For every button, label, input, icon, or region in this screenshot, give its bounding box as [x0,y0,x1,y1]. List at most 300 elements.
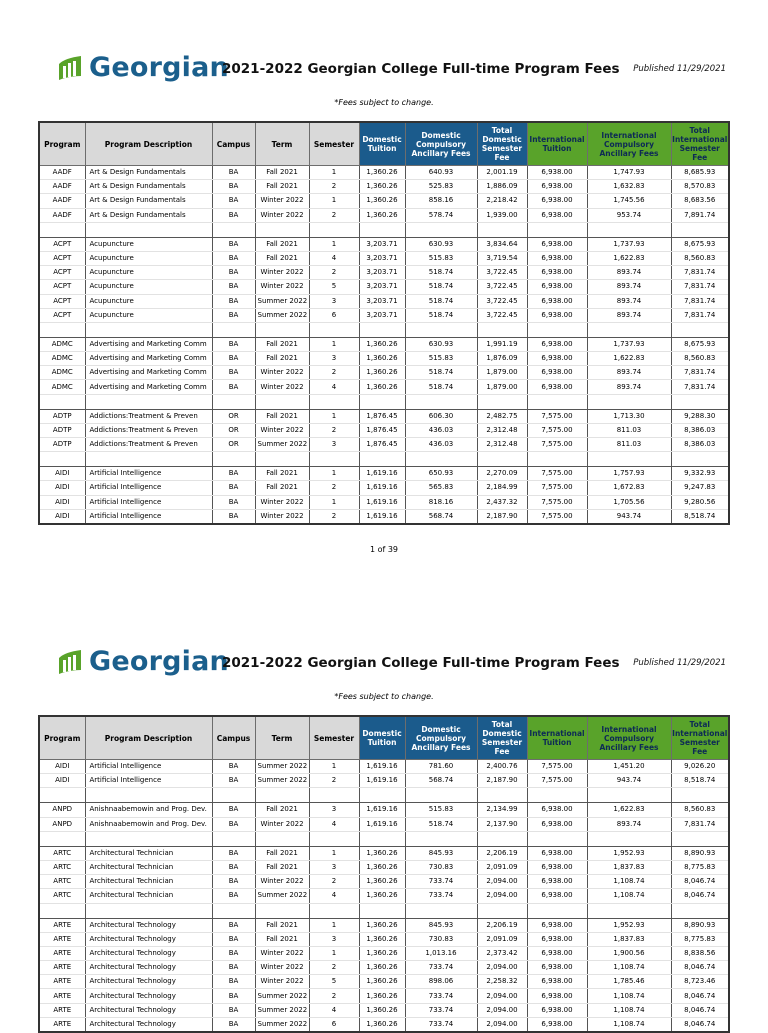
table-cell: BA [212,194,255,208]
spacer-cell [309,788,359,803]
table-cell: 1,360.26 [359,932,405,946]
table-cell: 2,134.99 [477,803,527,817]
spacer-cell [671,322,729,337]
georgian-logo [55,646,229,677]
table-cell: 3,203.71 [359,266,405,280]
table-cell: Art & Design Fundamentals [85,180,212,194]
spacer-cell [39,788,85,803]
table-cell: 518.74 [405,280,477,294]
spacer-cell [405,222,477,237]
table-cell: ARTE [39,1003,85,1017]
table-cell: BA [212,467,255,481]
table-cell: 640.93 [405,166,477,180]
table-cell: Winter 2022 [255,194,309,208]
spacer-cell [309,831,359,846]
table-cell: 578.74 [405,208,477,222]
table-cell: Winter 2022 [255,509,309,524]
spacer-cell [255,222,309,237]
brand-name: Georgian [89,646,229,677]
table-cell: 1 [309,760,359,774]
table-cell: 7,575.00 [527,409,587,423]
table-cell: 9,280.56 [671,495,729,509]
table-row [39,774,729,788]
table-cell: 2,137.90 [477,817,527,831]
table-cell: 1,360.26 [359,1003,405,1017]
table-cell: BA [212,932,255,946]
table-cell: 8,386.03 [671,423,729,437]
table-cell: Architectural Technology [85,961,212,975]
table-cell: 5 [309,975,359,989]
table-cell: BA [212,1017,255,1032]
table-cell: BA [212,989,255,1003]
table-cell: BA [212,875,255,889]
table-cell: 3,203.71 [359,294,405,308]
table-cell: ADMC [39,380,85,394]
table-cell: Fall 2021 [255,409,309,423]
table-cell: Architectural Technology [85,975,212,989]
table-cell: 1,622.83 [587,803,671,817]
table-header-row [39,122,729,166]
table-row [39,423,729,437]
table-cell: 8,675.93 [671,237,729,251]
table-cell: ADTP [39,438,85,452]
spacer-cell [212,831,255,846]
spacer-cell [309,322,359,337]
table-cell: AADF [39,208,85,222]
spacer-cell [39,322,85,337]
table-cell: 7,831.74 [671,266,729,280]
table-cell: 3,722.45 [477,294,527,308]
table-cell: 7,831.74 [671,380,729,394]
table-cell: 8,046.74 [671,989,729,1003]
table-row [39,266,729,280]
table-cell: ADMC [39,337,85,351]
table-cell: Summer 2022 [255,1003,309,1017]
spacer-cell [85,452,212,467]
spacer-cell [39,394,85,409]
table-cell: OR [212,438,255,452]
table-cell: 6,938.00 [527,860,587,874]
table-row [39,481,729,495]
table-cell: 811.03 [587,423,671,437]
georgian-leaf-icon [55,648,85,676]
table-cell: 8,775.83 [671,860,729,874]
table-cell: 2 [309,774,359,788]
spacer-cell [671,452,729,467]
table-cell: 1,713.30 [587,409,671,423]
table-cell: 8,560.83 [671,251,729,265]
table-cell: BA [212,366,255,380]
table-cell: 8,046.74 [671,961,729,975]
table-cell: BA [212,166,255,180]
table-cell: 7,831.74 [671,294,729,308]
table-cell: 518.74 [405,366,477,380]
table-cell: 7,575.00 [527,438,587,452]
column-header: Program [39,122,85,166]
table-cell: Summer 2022 [255,294,309,308]
table-cell: 1,360.26 [359,846,405,860]
table-cell: Winter 2022 [255,366,309,380]
table-row [39,946,729,960]
table-cell: 2,258.32 [477,975,527,989]
table-cell: 6,938.00 [527,803,587,817]
table-cell: 1,360.26 [359,366,405,380]
table-cell: Advertising and Marketing Comm [85,380,212,394]
table-cell: Fall 2021 [255,481,309,495]
table-cell: 2,094.00 [477,1017,527,1032]
table-row [39,280,729,294]
spacer-cell [527,322,587,337]
table-cell: AIDI [39,774,85,788]
table-cell: 3 [309,438,359,452]
table-cell: ACPT [39,308,85,322]
table-row [39,860,729,874]
table-cell: 858.16 [405,194,477,208]
table-cell: 1,360.26 [359,875,405,889]
table-cell: 1 [309,237,359,251]
table-cell: BA [212,846,255,860]
table-cell: 8,890.93 [671,846,729,860]
table-cell: 4 [309,1003,359,1017]
table-cell: 8,675.93 [671,337,729,351]
table-cell: 1,876.09 [477,352,527,366]
table-cell: 1,619.16 [359,774,405,788]
table-cell: Fall 2021 [255,237,309,251]
table-cell: Advertising and Marketing Comm [85,366,212,380]
table-cell: 436.03 [405,423,477,437]
table-cell: 2,312.48 [477,438,527,452]
table-cell: 730.83 [405,932,477,946]
table-cell: 1 [309,166,359,180]
spacer-cell [671,394,729,409]
table-cell: 3,203.71 [359,251,405,265]
column-header: Domestic Tuition [359,122,405,166]
table-cell: 733.74 [405,989,477,1003]
table-cell: 3 [309,860,359,874]
column-header: Total Domestic Semester Fee [477,716,527,760]
spacer-cell [587,831,671,846]
table-cell: ARTE [39,918,85,932]
table-cell: Architectural Technology [85,932,212,946]
table-cell: BA [212,946,255,960]
table-cell: 1,672.83 [587,481,671,495]
table-cell: ACPT [39,294,85,308]
spacer-cell [477,831,527,846]
table-cell: Acupuncture [85,237,212,251]
spacer-cell [39,903,85,918]
table-cell: 733.74 [405,1003,477,1017]
table-cell: 2,091.09 [477,860,527,874]
table-cell: 8,685.93 [671,166,729,180]
table-cell: 1,619.16 [359,467,405,481]
table-cell: 2 [309,481,359,495]
table-cell: BA [212,760,255,774]
table-cell: 6,938.00 [527,817,587,831]
table-cell: 2,187.90 [477,774,527,788]
table-cell: 943.74 [587,774,671,788]
table-cell: 8,570.83 [671,180,729,194]
georgian-logo [55,52,229,83]
spacer-cell [405,322,477,337]
table-cell: 1,360.26 [359,208,405,222]
table-cell: Fall 2021 [255,846,309,860]
table-cell: 2 [309,989,359,1003]
spacer-cell [527,903,587,918]
table-cell: Winter 2022 [255,875,309,889]
table-cell: 6 [309,1017,359,1032]
table-cell: 3 [309,294,359,308]
table-cell: 6,938.00 [527,380,587,394]
table-cell: 1,013.16 [405,946,477,960]
table-cell: 845.93 [405,846,477,860]
spacer-cell [85,222,212,237]
table-cell: 7,575.00 [527,495,587,509]
table-row [39,294,729,308]
table-cell: 3,722.45 [477,280,527,294]
table-cell: Acupuncture [85,266,212,280]
spacer-cell [212,394,255,409]
table-cell: 6,938.00 [527,208,587,222]
table-cell: 8,683.56 [671,194,729,208]
table-cell: 2,094.00 [477,889,527,903]
table-cell: 8,838.56 [671,946,729,960]
page-title: 2021-2022 Georgian College Full-time Program Fees [222,655,620,671]
column-header: Program Description [85,122,212,166]
table-cell: Artificial Intelligence [85,467,212,481]
table-cell: 1,619.16 [359,760,405,774]
table-cell: 4 [309,380,359,394]
table-cell: BA [212,961,255,975]
table-row [39,1003,729,1017]
table-cell: 4 [309,817,359,831]
column-header: Program Description [85,716,212,760]
table-cell: Architectural Technician [85,846,212,860]
spacer-cell [587,394,671,409]
table-cell: ARTE [39,989,85,1003]
spacer-cell [671,831,729,846]
table-cell: 845.93 [405,918,477,932]
table-cell: 733.74 [405,875,477,889]
table-cell: Winter 2022 [255,280,309,294]
table-cell: AADF [39,194,85,208]
table-cell: 2,437.32 [477,495,527,509]
table-cell: 2,312.48 [477,423,527,437]
spacer-cell [477,394,527,409]
table-cell: AADF [39,166,85,180]
spacer-row [39,394,729,409]
table-cell: ARTC [39,860,85,874]
table-cell: 6,938.00 [527,946,587,960]
spacer-cell [85,788,212,803]
table-cell: 3,722.45 [477,266,527,280]
table-cell: 1,632.83 [587,180,671,194]
table-cell: Architectural Technology [85,946,212,960]
table-cell: 6,938.00 [527,961,587,975]
table-cell: 893.74 [587,380,671,394]
table-cell: AIDI [39,509,85,524]
table-cell: 733.74 [405,889,477,903]
spacer-cell [212,222,255,237]
spacer-cell [309,222,359,237]
page-number: 1 of 39 [369,545,399,554]
spacer-row [39,452,729,467]
table-cell: 1,837.83 [587,860,671,874]
table-cell: ACPT [39,237,85,251]
spacer-cell [671,903,729,918]
table-cell: ARTE [39,1017,85,1032]
table-cell: BA [212,509,255,524]
table-cell: 7,831.74 [671,308,729,322]
table-row [39,366,729,380]
spacer-cell [359,394,405,409]
column-header: International Compulsory Ancillary Fees [587,716,671,760]
table-cell: 8,046.74 [671,875,729,889]
table-row [39,875,729,889]
table-cell: Artificial Intelligence [85,481,212,495]
table-cell: Acupuncture [85,308,212,322]
spacer-cell [405,452,477,467]
table-cell: 2,206.19 [477,918,527,932]
table-cell: 8,518.74 [671,509,729,524]
table-cell: 2 [309,180,359,194]
table-cell: 1,360.26 [359,975,405,989]
table-cell: 1,360.26 [359,194,405,208]
table-cell: Fall 2021 [255,180,309,194]
table-cell: Architectural Technology [85,1017,212,1032]
table-cell: 6,938.00 [527,875,587,889]
spacer-cell [527,788,587,803]
table-cell: 518.74 [405,308,477,322]
table-cell: 630.93 [405,337,477,351]
table-cell: 606.30 [405,409,477,423]
spacer-cell [477,222,527,237]
table-cell: 568.74 [405,774,477,788]
table-row [39,1017,729,1032]
table-row [39,166,729,180]
column-header: Domestic Compulsory Ancillary Fees [405,716,477,760]
table-cell: 1,360.26 [359,1017,405,1032]
table-cell: Winter 2022 [255,946,309,960]
column-header: International Tuition [527,122,587,166]
table-cell: 8,560.83 [671,803,729,817]
table-cell: 8,046.74 [671,889,729,903]
table-cell: 6,938.00 [527,366,587,380]
table-row [39,337,729,351]
table-cell: 893.74 [587,266,671,280]
table-cell: 2,094.00 [477,875,527,889]
table-row [39,180,729,194]
table-cell: 6,938.00 [527,266,587,280]
table-row [39,846,729,860]
table-cell: Art & Design Fundamentals [85,166,212,180]
spacer-cell [587,788,671,803]
spacer-cell [255,831,309,846]
table-cell: BA [212,180,255,194]
table-cell: ADMC [39,352,85,366]
table-row [39,251,729,265]
table-cell: 2,184.99 [477,481,527,495]
spacer-cell [255,394,309,409]
table-cell: 1,991.19 [477,337,527,351]
table-cell: Summer 2022 [255,889,309,903]
spacer-cell [255,788,309,803]
spacer-cell [359,831,405,846]
table-cell: ANPD [39,817,85,831]
table-row [39,961,729,975]
table-cell: 8,046.74 [671,1003,729,1017]
table-cell: 733.74 [405,1017,477,1032]
table-cell: Artificial Intelligence [85,495,212,509]
table-cell: 1,876.45 [359,438,405,452]
table-cell: 1,108.74 [587,989,671,1003]
table-cell: ACPT [39,266,85,280]
table-cell: 6,938.00 [527,1003,587,1017]
table-cell: Architectural Technician [85,860,212,874]
table-cell: 2,094.00 [477,1003,527,1017]
table-cell: 1,879.00 [477,380,527,394]
table-cell: 2,400.76 [477,760,527,774]
table-cell: 6,938.00 [527,194,587,208]
table-cell: BA [212,251,255,265]
published-date: Published 11/29/2021 [633,64,726,74]
table-cell: ARTC [39,846,85,860]
table-cell: 515.83 [405,803,477,817]
spacer-cell [587,452,671,467]
spacer-cell [212,788,255,803]
table-cell: 3 [309,803,359,817]
spacer-cell [39,222,85,237]
table-cell: 1,939.00 [477,208,527,222]
table-cell: 518.74 [405,817,477,831]
table-cell: 3,203.71 [359,237,405,251]
table-cell: 7,891.74 [671,208,729,222]
table-cell: 7,575.00 [527,774,587,788]
table-cell: BA [212,380,255,394]
spacer-row [39,222,729,237]
table-cell: 893.74 [587,294,671,308]
table-cell: Winter 2022 [255,208,309,222]
brand-name: Georgian [89,52,229,83]
table-cell: BA [212,918,255,932]
table-cell: Artificial Intelligence [85,760,212,774]
table-cell: 436.03 [405,438,477,452]
table-cell: 2,094.00 [477,961,527,975]
table-cell: 7,575.00 [527,467,587,481]
table-cell: 2,094.00 [477,989,527,1003]
table-row [39,352,729,366]
georgian-leaf-icon [55,54,85,82]
table-cell: 1,900.56 [587,946,671,960]
table-cell: BA [212,803,255,817]
table-cell: Winter 2022 [255,495,309,509]
spacer-cell [309,394,359,409]
table-cell: 2,091.09 [477,932,527,946]
table-cell: BA [212,294,255,308]
table-cell: 1,705.56 [587,495,671,509]
table-cell: Fall 2021 [255,803,309,817]
table-cell: 1,360.26 [359,961,405,975]
table-cell: 1,360.26 [359,989,405,1003]
spacer-cell [359,788,405,803]
table-cell: 1 [309,846,359,860]
table-cell: BA [212,1003,255,1017]
spacer-cell [405,394,477,409]
table-cell: Winter 2022 [255,423,309,437]
table-row [39,509,729,524]
table-cell: 9,288.30 [671,409,729,423]
table-cell: 6,938.00 [527,1017,587,1032]
table-cell: AIDI [39,760,85,774]
